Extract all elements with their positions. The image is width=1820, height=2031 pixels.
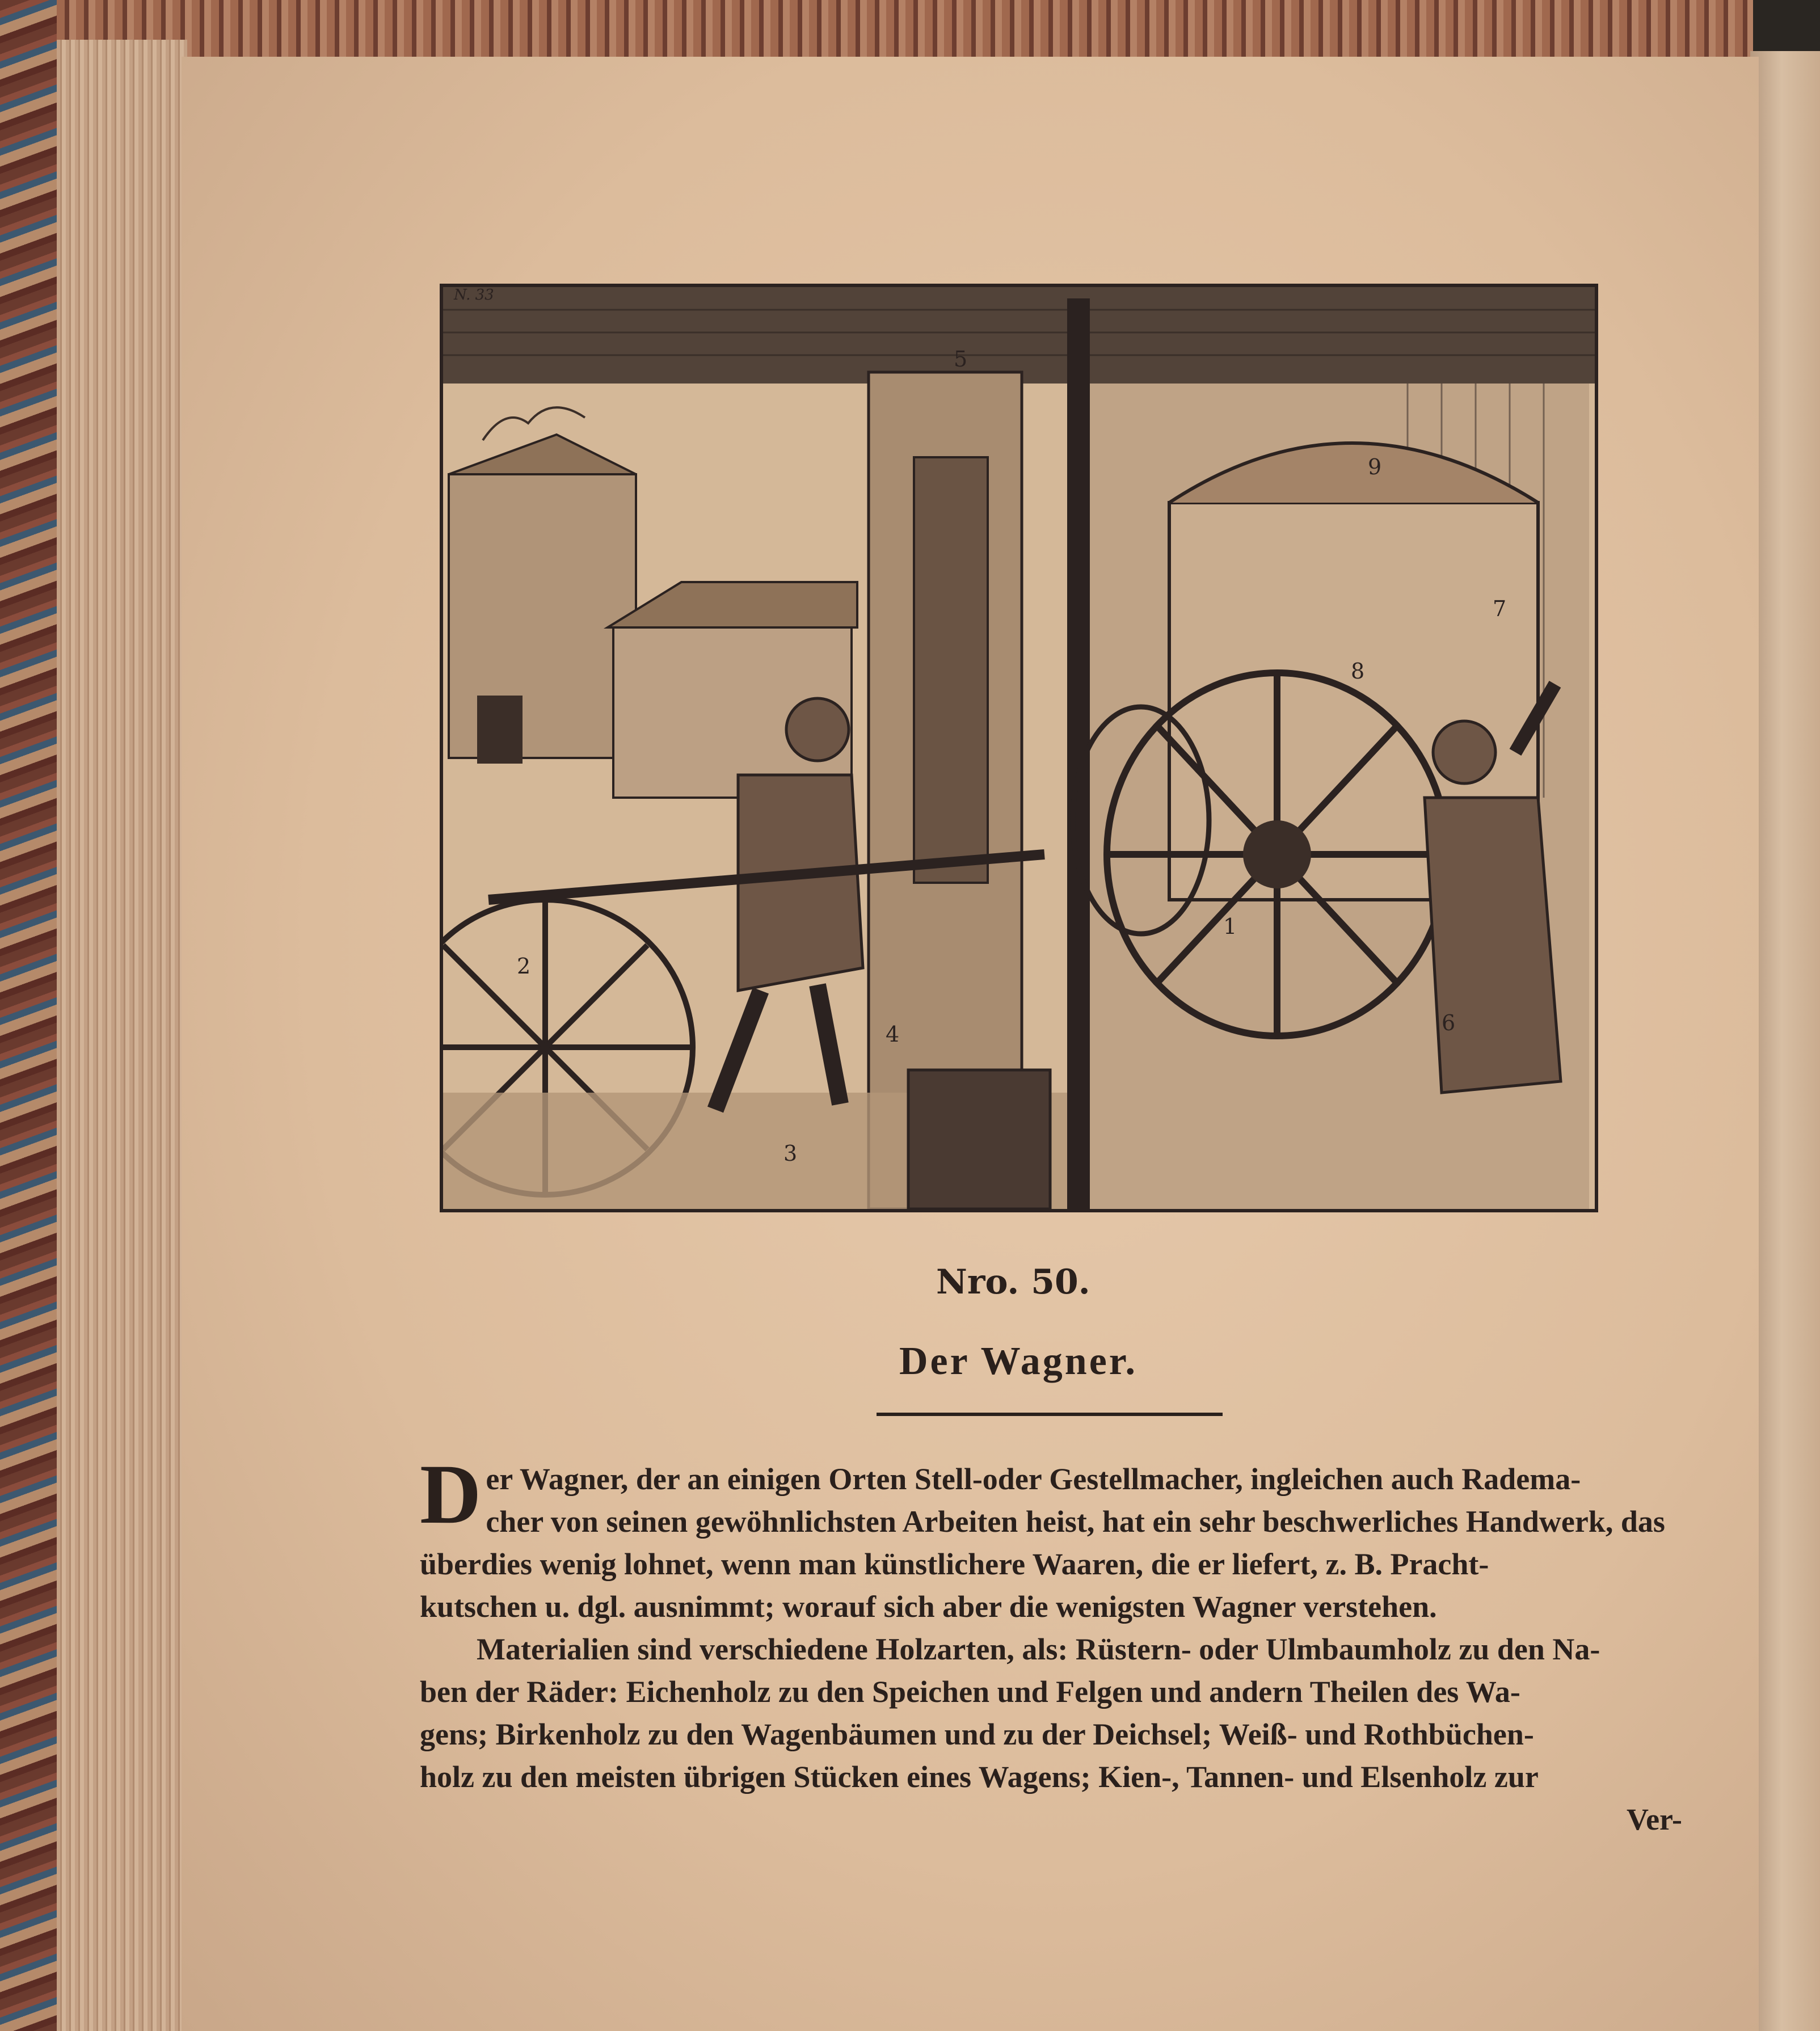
section-title: Der Wagner. <box>899 1339 1138 1383</box>
catchword: Ver- <box>1627 1802 1682 1836</box>
facing-page-strip <box>1750 51 1820 2031</box>
paragraph-2 <box>420 1628 1682 1841</box>
drop-cap: D <box>420 1447 482 1541</box>
section-number-heading: Nro. 50. <box>936 1262 1090 1302</box>
text-line: ben der Räder: Eichenholz zu den Speichen und Felgen und andern Theilen des Wa- <box>420 1675 1520 1709</box>
figure-key-2: 2 <box>517 954 531 979</box>
figure-key-4: 4 <box>886 1022 900 1047</box>
text-line: kutschen u. dgl. ausnimmt; worauf sich aber die wenigsten Wagner verstehen. <box>420 1590 1437 1624</box>
text-line: überdies wenig lohnet, wenn man künstlichere Waaren, die er liefert, z. B. Pracht- <box>420 1547 1489 1581</box>
engraving-plate <box>440 284 1598 1212</box>
text-line: holz zu den meisten übrigen Stücken eines Wagens; Kien-, Tannen- und Elsenholz zur <box>420 1760 1539 1794</box>
text-line: cher von seinen gewöhnlichsten Arbeiten heist, hat ein sehr beschwerliches Handwerk, das <box>486 1505 1665 1539</box>
figure-key-9: 9 <box>1368 454 1382 479</box>
text-line: er Wagner, der an einigen Orten Stell-oder Gestellmacher, ingleichen auch Radema- <box>486 1462 1581 1496</box>
text-line: Materialien sind verschiedene Holzarten, als: Rüstern- oder Ulmbaumholz zu den Na- <box>477 1632 1600 1666</box>
figure-key-6: 6 <box>1442 1010 1456 1035</box>
plate-number: N. 33 <box>454 286 494 304</box>
paragraph-1 <box>420 1447 1682 1628</box>
figure-key-3: 3 <box>783 1141 798 1166</box>
figure-key-5: 5 <box>954 347 968 372</box>
text-line: gens; Birkenholz zu den Wagenbäumen und zu der Deichsel; Weiß- und Rothbüchen- <box>420 1717 1534 1751</box>
page-stack-edge <box>57 40 187 2031</box>
figure-key-8: 8 <box>1351 659 1365 684</box>
wheelwright-engraving <box>443 287 1595 1209</box>
figure-key-7: 7 <box>1493 596 1507 621</box>
title-rule <box>877 1413 1223 1416</box>
body-text <box>420 1447 1682 1841</box>
figure-key-1: 1 <box>1223 914 1237 939</box>
